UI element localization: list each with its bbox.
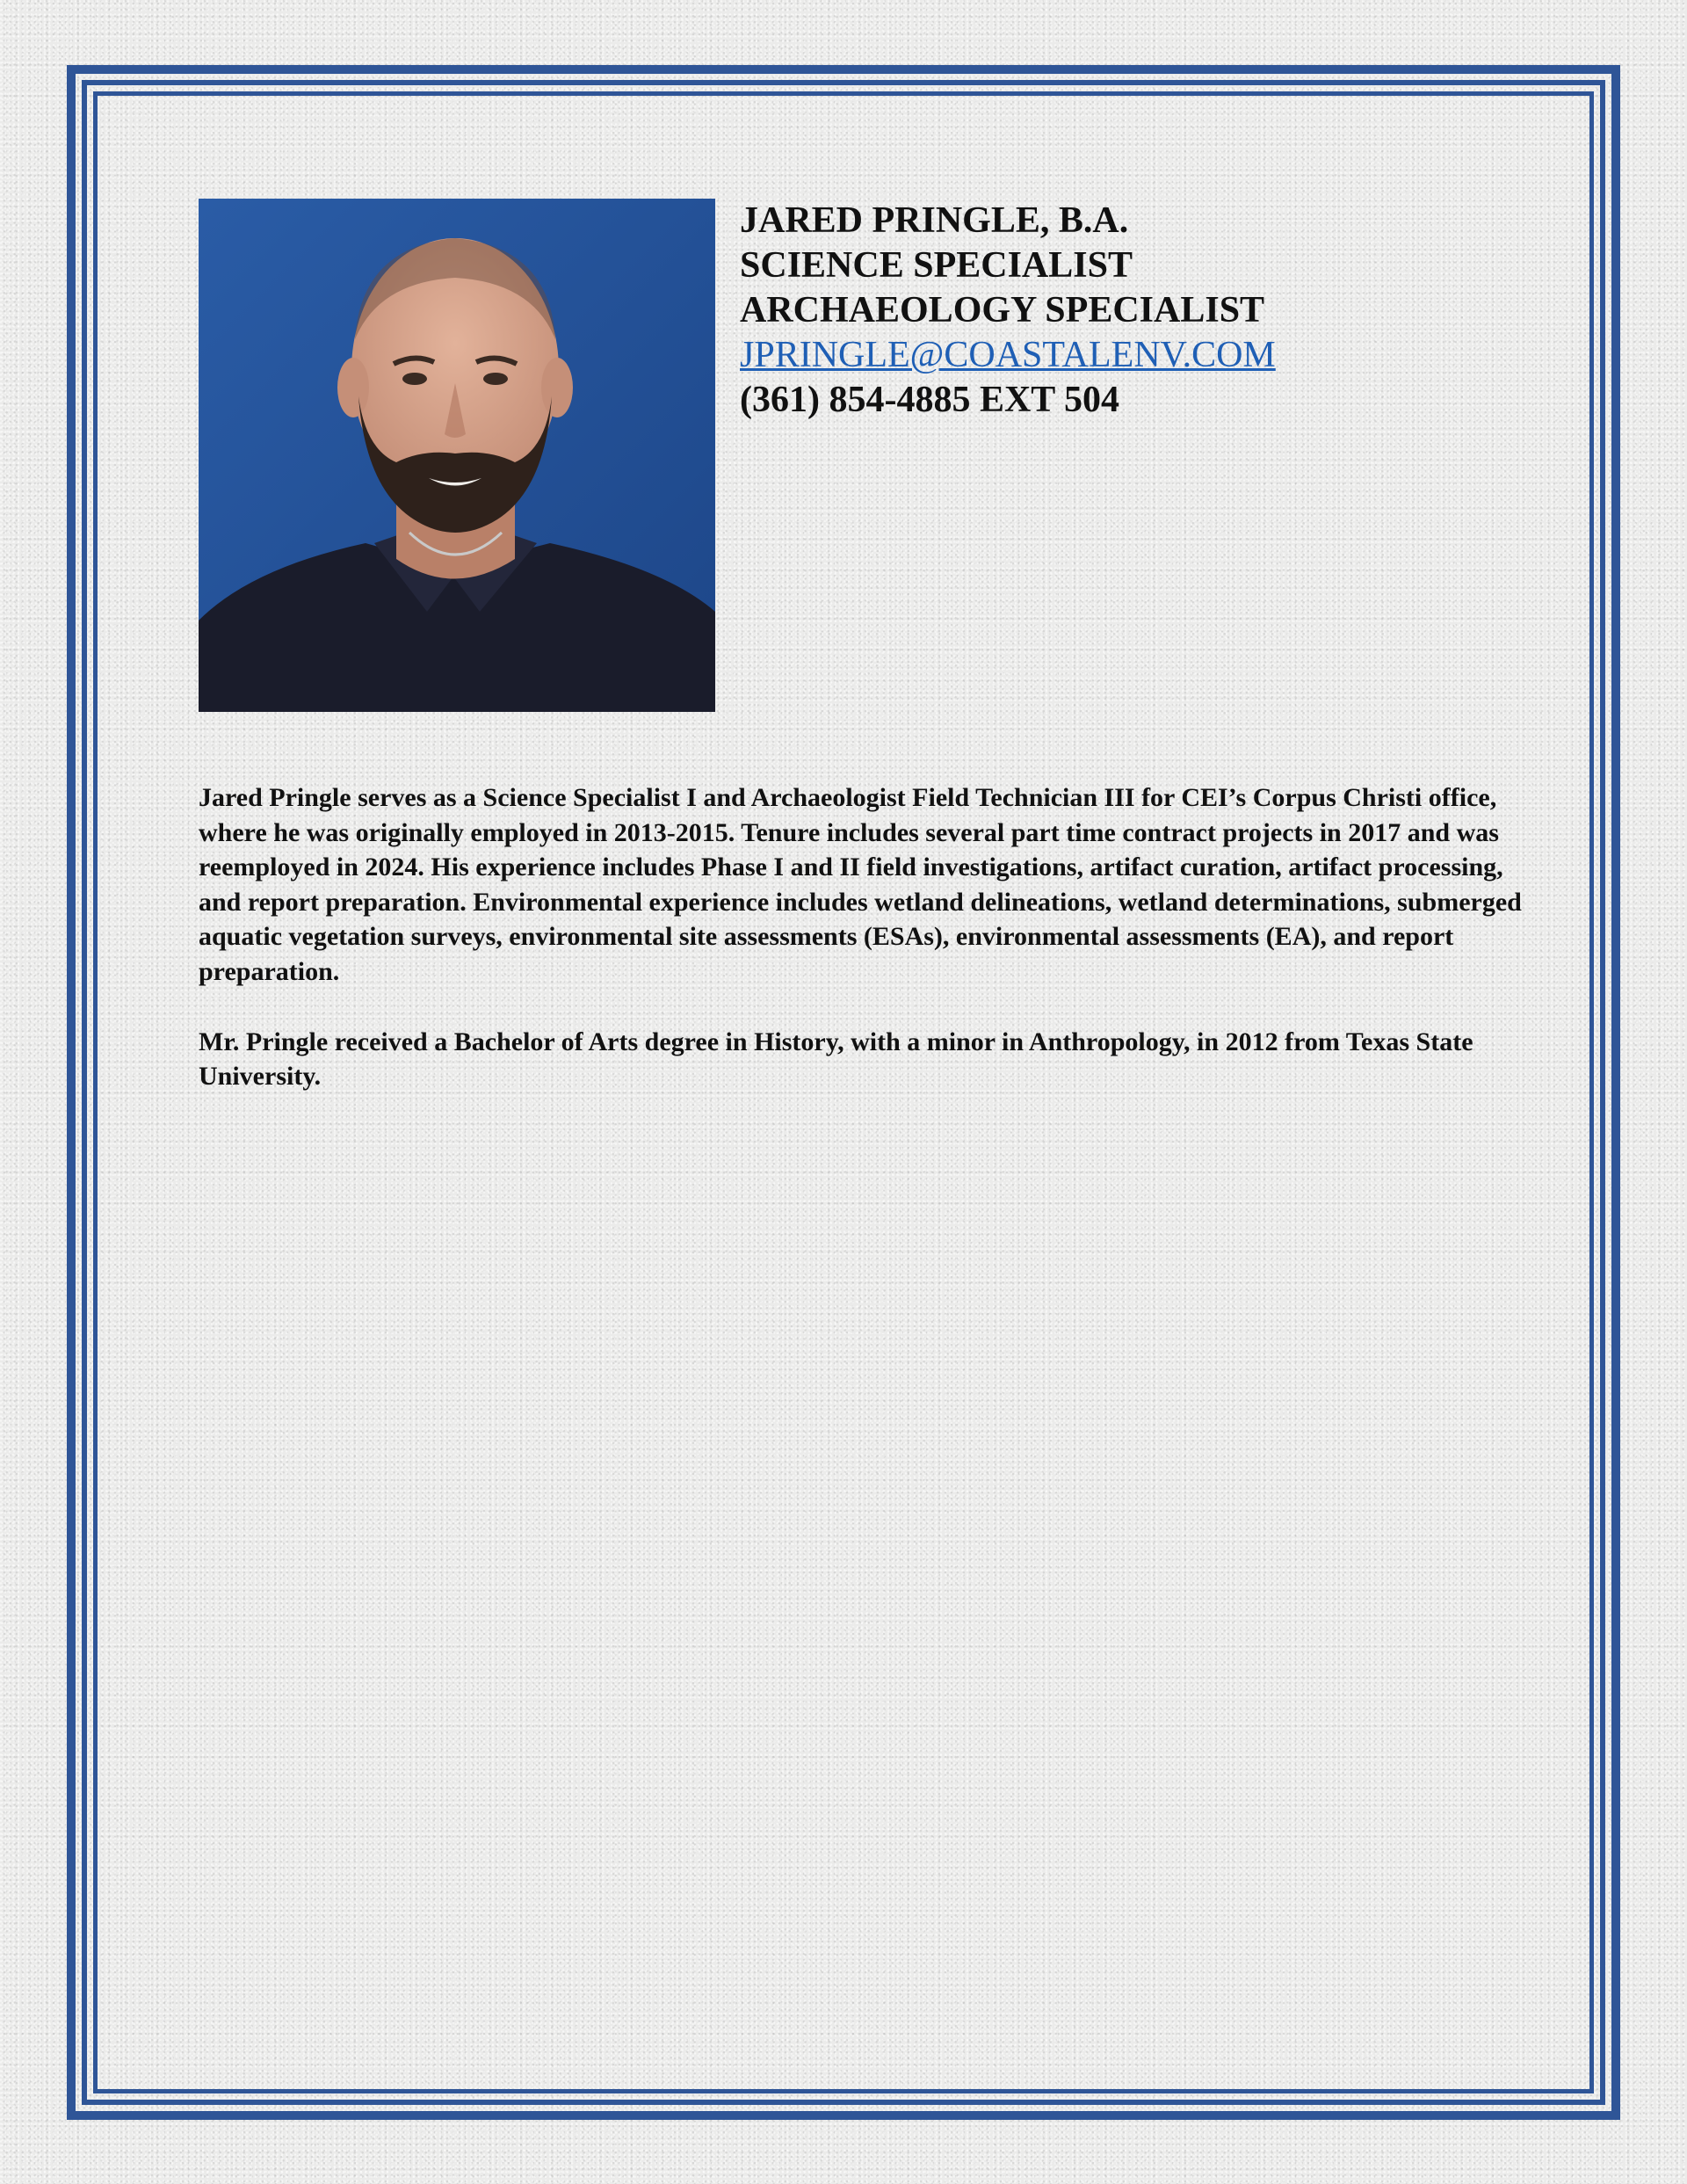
contact-header xyxy=(740,199,1531,423)
email-link[interactable]: JPRINGLE@COASTALENV.COM xyxy=(740,335,1276,375)
employee-name: JARED PRINGLE, B.A. xyxy=(740,200,1129,241)
bio-paragraph-education: Mr. Pringle received a Bachelor of Arts degree in History, with a minor in Anthropology, in 2012 from Texas State University. xyxy=(199,1027,1473,1092)
job-title-primary: SCIENCE SPECIALIST xyxy=(740,245,1133,286)
job-title-secondary: ARCHAEOLOGY SPECIALIST xyxy=(740,290,1265,330)
biography xyxy=(199,780,1543,1129)
profile-photo xyxy=(199,199,715,712)
phone-number: (361) 854-4885 EXT 504 xyxy=(740,380,1120,420)
bio-paragraph-experience: Jared Pringle serves as a Science Specialist I and Archaeologist Field Technician III for CEI’s Corpus Christi office, where he was originally employed in 2013-2015. Tenure includes several part time contract projects in 2017 and was reemployed in 2024. His experience includes Phase I and II field investigations, artifact curation, artifact processing, and report preparation. Environmental experience includes wetland delineations, wetland determinations, submerged aquatic vegetation surveys, environmental site assessments (ESAs), environmental assessments (EA), and report preparation. xyxy=(199,783,1522,986)
